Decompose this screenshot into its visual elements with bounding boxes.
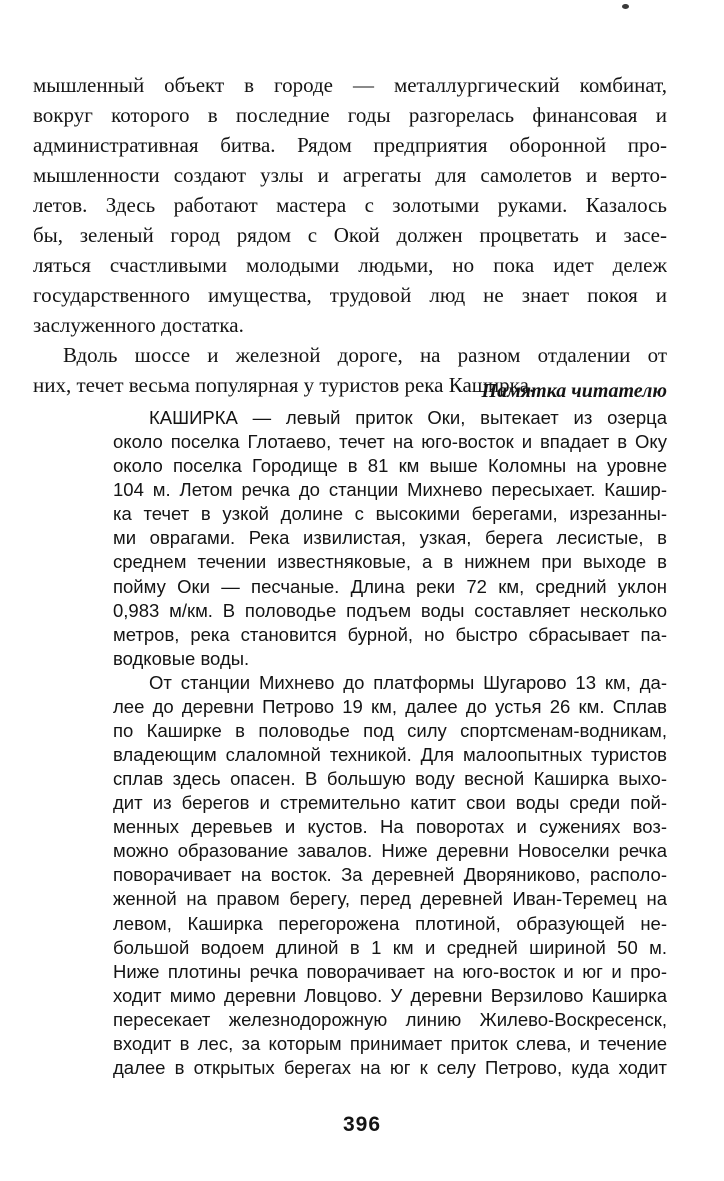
memo-line: лее до деревни Петрово 19 км, далее до устья 26 км. Сплав <box>113 696 667 717</box>
memo-line: около поселка Глотаево, течет на юго-восток и впадает в Оку <box>113 431 667 452</box>
memo-line: водковые воды. <box>113 648 250 669</box>
memo-line: ходит мимо деревни Ловцово. У деревни Верзилово Каширка <box>113 985 667 1006</box>
text-line: вокруг которого в последние годы разгорелась финансовая и <box>33 103 667 127</box>
memo-line: среднем течении известняковые, а в нижнем при выходе в <box>113 551 667 572</box>
text-line: ляться счастливыми молодыми людьми, но пока идет дележ <box>33 253 667 277</box>
memo-line: по Каширке в половодье под силу спортсменам-водникам, <box>113 720 667 741</box>
memo-line: пойму Оки — песчаные. Длина реки 72 км, средний уклон <box>113 576 667 597</box>
memo-heading: Памятка читателю <box>481 380 667 402</box>
memo-line: можно образование завалов. Ниже деревни Новоселки речка <box>113 840 667 861</box>
memo-line: менных деревьев и кустов. На поворотах и сужениях воз- <box>113 816 667 837</box>
memo-line: большой водоем длиной в 1 км и средней шириной 50 м. <box>113 937 667 958</box>
text-line: государственного имущества, трудовой люд не знает покоя и <box>33 283 667 307</box>
text-line: летов. Здесь работают мастера с золотыми руками. Казалось <box>33 193 667 217</box>
memo-line: входит в лес, за которым принимает приток слева, и течение <box>113 1033 667 1054</box>
memo-line: владеющим слаломной техникой. Для малоопытных туристов <box>113 744 667 765</box>
memo-line: далее в открытых берегах на юг к селу Петрово, куда ходит <box>113 1057 667 1078</box>
memo-line: Ниже плотины речка поворачивает на юго-восток и юг и про- <box>113 961 667 982</box>
memo-line: ка течет в узкой долине с высокими берегами, изрезанны- <box>113 503 667 524</box>
text-line: Вдоль шоссе и железной дороге, на разном отдалении от <box>63 343 667 367</box>
memo-line: От станции Михнево до платформы Шугарово 13 км, да- <box>149 672 667 693</box>
page-number: 396 <box>342 1113 382 1136</box>
memo-line: 0,983 м/км. В половодье подъем воды составляет несколько <box>113 600 667 621</box>
memo-line: сплав здесь опасен. В большую воду весной Каширка выхо- <box>113 768 667 789</box>
text-line: них, течет весьма популярная у туристов река Каширка. <box>33 373 535 397</box>
memo-line: ми оврагами. Река извилистая, узкая, берега лесистые, в <box>113 527 667 548</box>
scan-speck <box>622 4 629 9</box>
memo-line: поворачивает на восток. За деревней Дворяниково, располо- <box>113 864 667 885</box>
text-line: бы, зеленый город рядом с Окой должен процветать и засе- <box>33 223 667 247</box>
memo-line: женной на правом берегу, перед деревней Иван-Теремец на <box>113 888 667 909</box>
text-line: мышленности создают узлы и агрегаты для самолетов и верто- <box>33 163 667 187</box>
text-line: административная битва. Рядом предприятия оборонной про- <box>33 133 667 157</box>
memo-line: КАШИРКА — левый приток Оки, вытекает из озерца <box>149 407 667 428</box>
memo-line: метров, река становится бурной, но быстро сбрасывает па- <box>113 624 667 645</box>
memo-line: дит из берегов и стремительно катит свои воды среди пой- <box>113 792 667 813</box>
text-line: мышленный объект в городе — металлургический комбинат, <box>33 73 667 97</box>
text-line: заслуженного достатка. <box>33 313 244 337</box>
memo-line: около поселка Городище в 81 км выше Коломны на уровне <box>113 455 667 476</box>
memo-line: 104 м. Летом речка до станции Михнево пересыхает. Кашир- <box>113 479 667 500</box>
memo-line: левом, Каширка перегорожена плотиной, образующей не- <box>113 913 667 934</box>
memo-line: пересекает железнодорожную линию Жилево-Воскресенск, <box>113 1009 667 1030</box>
